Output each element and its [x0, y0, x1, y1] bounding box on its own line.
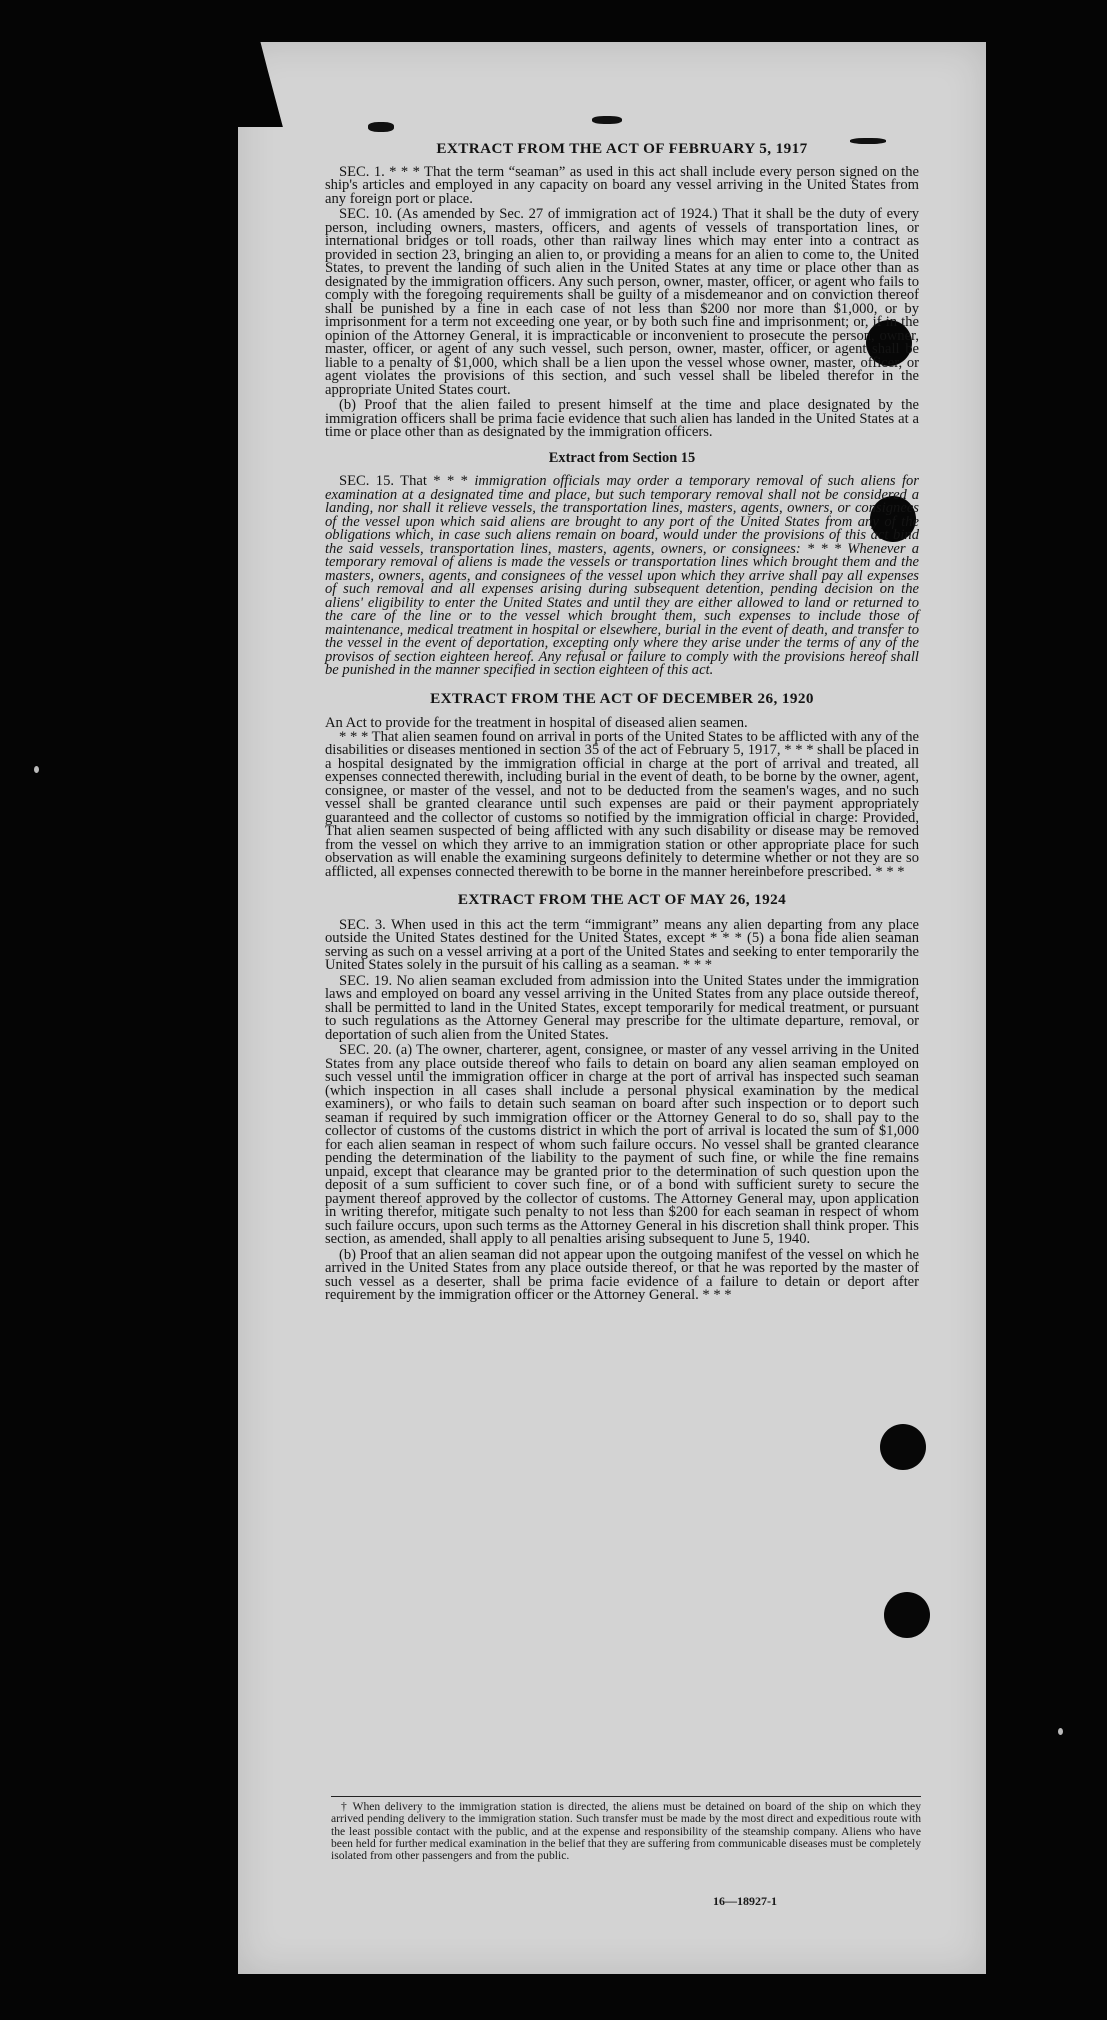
section-15-lead: SEC. 15. That * * * [339, 473, 475, 489]
section-20: SEC. 20. (a) The owner, charterer, agent, consignee, or master of any vessel arriving in the United States from any place outside thereof who fails to detain on board any alien seaman employed on such vessel until the immigration officer in charge at the port of arrival has inspected such seaman (which inspection in all cases shall include a personal physical examination by the medical examiners), or who fails to detain such seaman on board after such inspection or to deport such seaman if required by such immigration officer or the Attorney General to do so, shall pay to the collector of customs of the customs district in which the port of arrival is located the sum of $1,000 for each alien seaman in respect of whom such failure occurs. No vessel shall be granted clearance pending the determination of the liability to the payment of such fine, or while the fine remains unpaid, except that clearance may be granted prior to the determination of such question upon the deposit of a sum sufficient to cover such fine, or of a bond with sufficient surety to secure the payment thereof approved by the collector of customs. The Attorney General may, upon application in writing therefor, mitigate such penalty to not less than $200 for each seaman in respect of whom such failure occurs, upon such terms as the Attorney General in his discretion shall think proper. This section, as amended, shall apply to all penalties arising subsequent to June 5, 1940. [325, 1042, 919, 1247]
section-19: SEC. 19. No alien seaman excluded from admission into the United States under the immigration laws and employed on board any vessel arriving in the United States from any place outside thereof, shall be permitted to land in the United States, except temporarily for medical treatment, or pursuant to such regulations as the Attorney General may prescribe for the ultimate departure, removal, or deportation of such alien from the United States. [325, 972, 919, 1043]
footnote [331, 1796, 921, 1862]
heading-act-1917: EXTRACT FROM THE ACT OF FEBRUARY 5, 1917 [436, 140, 808, 157]
section-15 [325, 475, 919, 678]
section-10b: (b) Proof that the alien failed to present himself at the time and place designated by the immigration officers shall be prima facie evidence that such alien has landed in the United States at a time or place other than as designated by the immigration officers. [325, 397, 919, 440]
torn-paper-mark [592, 116, 622, 124]
paper-speck [1058, 1728, 1063, 1735]
heading-act-1920: EXTRACT FROM THE ACT OF DECEMBER 26, 1920 [430, 689, 814, 707]
torn-paper-mark [368, 122, 394, 132]
section-20b: (b) Proof that an alien seaman did not appear upon the outgoing manifest of the vessel on which he arrived in the United States from any place outside thereof, or that he was reported by the master of such vessel as a deserter, shall be prima facie evidence of a failure to detain or deport after requirement by the immigration officer or the Attorney General. * * * [325, 1246, 919, 1303]
form-number: 16—18927-1 [713, 1894, 777, 1908]
act-1920-body: * * * That alien seamen found on arrival in ports of the United States to be afflicted with any of the disabilities or diseases mentioned in section 35 of the act of February 5, 1917, * * * shall be placed in a hospital designated by the immigration official in charge at the port of arrival and treated, all expenses connected therewith, including burial in the event of death, to be borne by the owner, agent, consignee, or master of the vessel, and not to be deducted from the seamen's wages, and no such vessel shall be granted clearance until such expenses are paid or their payment appropriately guaranteed and the collector of customs so notified by the immigration official in charge: Provided, That alien seamen suspected of being afflicted with any such disability or disease may be removed from the vessel on which they arrive to an immigration station or other appropriate place for such observation as will enable the examining surgeons definitely to determine whether or not they are so afflicted, all expenses connected therewith to be borne in the manner hereinbefore prescribed. * * * [325, 728, 919, 880]
footnote-text: † When delivery to the immigration station is directed, the aliens must be detained on board of the ship on which they arrived pending delivery to the immigration station. Such transfer must be made by the most direct and expeditious route with the least possible contact with the public, and at the expense and responsibility of the steamship company. Aliens who have been held for further medical examination in the belief that they are suffering from communicable diseases must be completely isolated from other passengers and from the public. [331, 1800, 921, 1863]
paper-speck [34, 766, 39, 773]
section-10: SEC. 10. (As amended by Sec. 27 of immigration act of 1924.) That it shall be the duty of every person, including owners, masters, officers, and agents of vessels of transportation lines, or international bridges or toll roads, other than railway lines which may enter into a contract as provided in section 23, bringing an alien to, or providing a means for an alien to come to, the United States, to prevent the landing of such alien in the United States at any time or place other than as designated by the immigration officers. Any such person, owner, master, officer, or agent who fails to comply with the foregoing requirements shall be guilty of a misdemeanor and on conviction thereof shall be punished by a fine in each case of not less than $200 nor more than $1,000, or by imprisonment for a term not exceeding one year, or by both such fine and imprisonment; or, if in the opinion of the Attorney General, it is impracticable or inconvenient to prosecute the person, owner, master, officer, or agent of any such vessel, such person, owner, master, officer, or agent shall be liable to a penalty of $1,000, which shall be a lien upon the vessel whose owner, master, officer, or agent violates the provisions of this section, and such vessel shall be libeled therefor in the appropriate United States court. [325, 206, 919, 398]
section-15-text: immigration officials may order a temporary removal of such aliens for examination at a designated time and place, but such temporary removal shall not be considered a landing, nor shall it relieve vessels, the transportation lines, masters, agents, owners, or consignees of the vessel upon which said aliens are brought to any port of the United States from any of the obligations which, in case such aliens remain on board, would under the provisions of this act bind the said vessels, transportation lines, masters, agents, owners, or consignees: * * * Whenever a temporary removal of aliens is made the vessels or transportation lines which brought them and the masters, owners, agents, and consignees of the vessel upon which they arrive shall pay all expenses of such removal and all expenses arising during subsequent detention, pending decision on the aliens' eligibility to enter the United States and until they are either allowed to land or returned to the care of the line or to the vessel which brought them, such expenses to include those of maintenance, medical treatment in hospital or elsewhere, burial in the event of death, and transfer to the vessel in the event of deportation, excepting only where they arise under the terms of any of the provisos of section eighteen hereof. Any refusal or failure to comply with the provisions hereof shall be punished in the manner specified in section eighteen of this act. [325, 473, 919, 678]
section-1: SEC. 1. * * * That the term “seaman” as used in this act shall include every person signed on the ship's articles and employed in any capacity on board any vessel arriving in the United States from any foreign port or place. [325, 163, 919, 207]
section-3: SEC. 3. When used in this act the term “immigrant” means any alien departing from any place outside the United States destined for the United States, except * * * (5) a bona fide alien seaman serving as such on a vessel arriving at a port of the United States and seeking to enter temporarily the United States solely in the pursuit of his calling as a seaman. * * * [325, 916, 919, 973]
act-1920-title: An Act to provide for the treatment in hospital of diseased alien seamen. [325, 715, 748, 731]
heading-section-15: Extract from Section 15 [548, 449, 696, 466]
document-text [325, 142, 919, 1782]
heading-act-1924: EXTRACT FROM THE ACT OF MAY 26, 1924 [457, 891, 787, 908]
